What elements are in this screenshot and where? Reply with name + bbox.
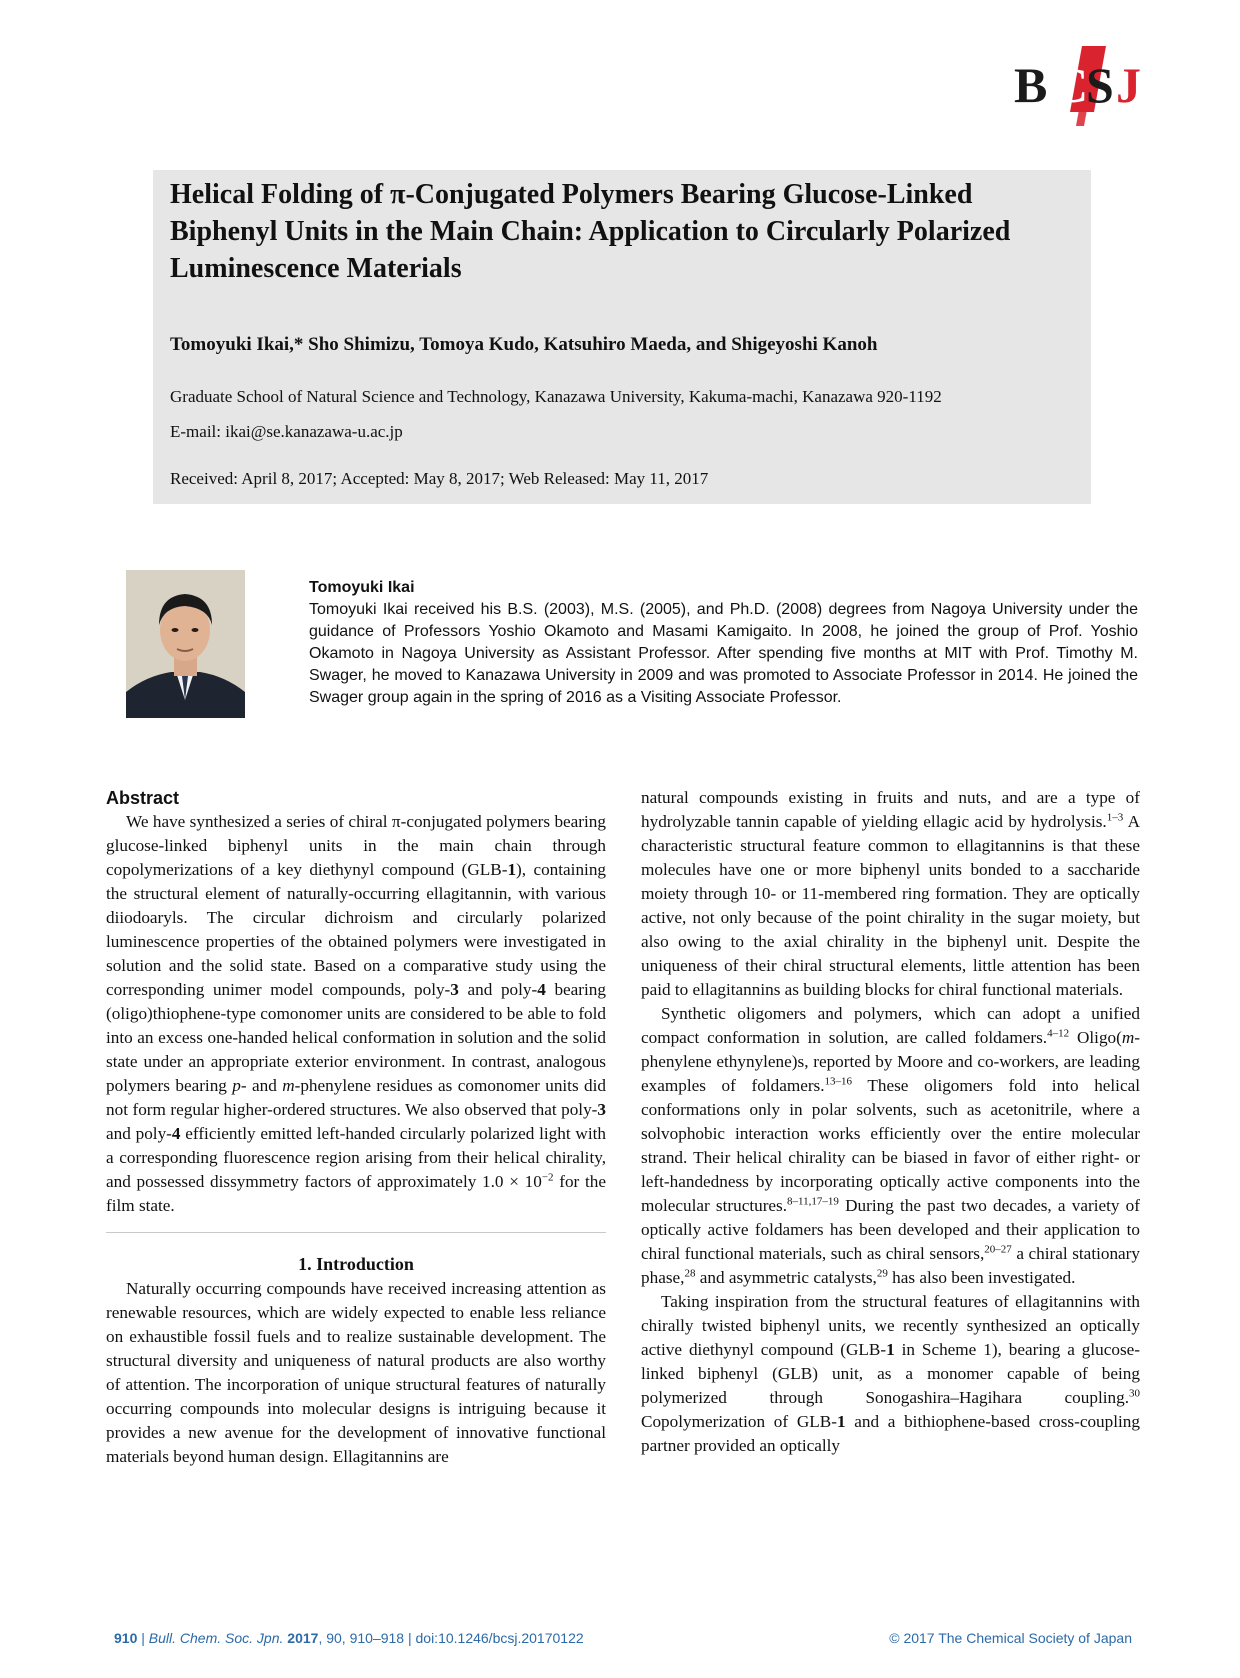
citation-ref[interactable]: 13–16: [824, 1075, 853, 1088]
citation-ref[interactable]: 8–11,17–19: [787, 1195, 839, 1208]
article-header: [153, 170, 1091, 504]
abstract-heading: Abstract: [106, 788, 180, 808]
abstract-text: We have synthesized a series of chiral π-conjugated polymers bearing glucose-linked biphenyl units in the main chain through copolymerizations of a key diethynyl compound (GLB-1), containing the structural element of naturally-occurring ellagitannin, with various diiodoaryls. The circular dichroism and circularly polarized luminescence properties of the obtained polymers were investigated in solution and the solid state. Based on a comparative study using the corresponding unimer model compounds, poly-3 and poly-4 bearing (oligo)thiophene-type comonomer units are considered to be able to fold into an excess one-handed helical conformation in solution and the solid state under an appropriate exterior environment. In contrast, analogous polymers bearing p- and m-phenylene residues as comonomer units did not form regular higher-ordered structures. We also observed that poly-3 and poly-4 efficiently emitted left-handed circularly polarized light with a corresponding fluorescence region arising from their helical chirality, and possessed dissymmetry factors of approximately $1.0 \times 10^{-2}$ for the film state.: [106, 812, 607, 1215]
author-photo: [126, 570, 245, 718]
section-divider: [106, 1232, 606, 1233]
svg-text:S: S: [1086, 57, 1114, 113]
volume-pages-doi[interactable]: , 90, 910–918 | doi:10.1246/bcsj.20170122: [318, 1630, 584, 1646]
page-number: 910: [114, 1630, 138, 1646]
citation-ref[interactable]: 20–27: [984, 1243, 1012, 1256]
bio-name: Tomoyuki Ikai: [309, 579, 415, 596]
body-paragraph-2: Synthetic oligomers and polymers, which can adopt a unified compact conformation in solution, are called foldamers.$^{4-12}$ Oligo(m-phenylene ethynylene)s, reported by Moore and co-workers, are leading examples of foldamers.$^{13-16}$ These oligomers fold into helical conformations only in polar solvents, such as acetonitrile, where a solvophobic interaction works efficiently over the entire molecular strand. Their helical chirality can be biased in favor of either right- or left-handedness by incorporating optically active components into the molecular structures.$^{8-11,17-19}$ During the past two decades, a variety of optically active foldamers has been developed and their application to chiral functional materials, such as chiral sensors,$^{20-27}$ a chiral stationary phase,$^{28}$ and asymmetric catalysts,$^{29}$ has also been investigated.: [641, 1004, 1141, 1287]
journal-logo: [1010, 42, 1150, 126]
body-paragraph-1: natural compounds existing in fruits and nuts, and are a type of hydrolyzable tannin capable of yielding ellagic acid by hydrolysis.$^{1-3}$ A characteristic structural feature common to ellagitannins is that these molecules have one or more biphenyl units bonded to a saccharide moiety through 10- or 11-membered ring formation. They are optically active, not only because of the point chirality in the sugar moiety, but also owing to the axial chirality in the biphenyl unit. Despite the uniqueness of their chiral structural elements, little attention has been paid to ellagitannins as building blocks for chiral functional materials.: [641, 788, 1140, 999]
introduction-heading: 1. Introduction: [298, 1254, 414, 1274]
bcsj-logo-icon: [1010, 42, 1150, 126]
affiliation: Graduate School of Natural Science and Technology, Kanazawa University, Kakuma-machi, Kanazawa 920-1192: [170, 387, 942, 406]
publication-dates: Received: April 8, 2017; Accepted: May 8, 2017; Web Released: May 11, 2017: [170, 469, 709, 488]
left-column: [106, 786, 606, 1469]
svg-text:J: J: [1116, 57, 1141, 113]
right-column: [641, 786, 1140, 1458]
article-title: Helical Folding of π-Conjugated Polymers Bearing Glucose-Linked Biphenyl Units in the Main Chain: Application to Circularly Polarized Luminescence Materials: [170, 179, 1011, 284]
citation-ref[interactable]: 28: [684, 1267, 696, 1280]
citation-ref[interactable]: 1–3: [1106, 811, 1124, 824]
svg-text:C: C: [1052, 57, 1089, 113]
citation-ref[interactable]: 29: [876, 1267, 888, 1280]
email-address[interactable]: E-mail: ikai@se.kanazawa-u.ac.jp: [170, 422, 403, 441]
introduction-paragraph: Naturally occurring compounds have received increasing attention as renewable resources, which are widely expected to enable less reliance on exhaustible fossil fuels and to realize sustainable development. The structural diversity and uniqueness of natural products are also worthy of attention. The incorporation of unique structural features of naturally occurring compounds into molecular designs is intriguing because it provides a new avenue for the development of innovative functional materials beyond human design. Ellagitannins are: [106, 1279, 606, 1466]
author-list: Tomoyuki Ikai,* Sho Shimizu, Tomoya Kudo, Katsuhiro Maeda, and Shigeyoshi Kanoh: [170, 334, 878, 355]
citation-ref[interactable]: 4–12: [1047, 1027, 1070, 1040]
svg-text:B: B: [1014, 57, 1048, 113]
author-biography: [309, 577, 1138, 709]
journal-abbrev: Bull. Chem. Soc. Jpn.: [148, 1630, 284, 1646]
bio-text: Tomoyuki Ikai received his B.S. (2003), M.S. (2005), and Ph.D. (2008) degrees from Nagoya University under the guidance of Professors Yoshio Okamoto and Masami Kamigaito. In 2008, he joined the group of Prof. Yoshio Okamoto in Nagoya University as Assistant Professor. After spending five months at MIT with Prof. Timothy M. Swager, he moved to Kanazawa University in 2009 and was promoted to Associate Professor in 2014. He joined the Swager group again in the spring of 2016 as a Visiting Associate Professor.: [309, 601, 1138, 706]
portrait-icon: [126, 570, 245, 718]
footer-citation: 910 | Bull. Chem. Soc. Jpn. 2017, 90, 910–918 | doi:10.1246/bcsj.20170122: [114, 1630, 584, 1646]
footer-year: 2017: [287, 1630, 319, 1646]
footer-copyright: © 2017 The Chemical Society of Japan: [889, 1630, 1132, 1646]
body-paragraph-3: Taking inspiration from the structural features of ellagitannins with chirally twisted biphenyl units, we recently synthesized an optically active diethynyl compound (GLB-1 in Scheme 1), bearing a glucose-linked biphenyl (GLB) unit, as a monomer capable of being polymerized through Sonogashira–Hagihara coupling.$^{30}$ Copolymerization of GLB-1 and a bithiophene-based cross-coupling partner provided an optically: [641, 1292, 1140, 1455]
citation-ref[interactable]: 30: [1129, 1387, 1140, 1400]
